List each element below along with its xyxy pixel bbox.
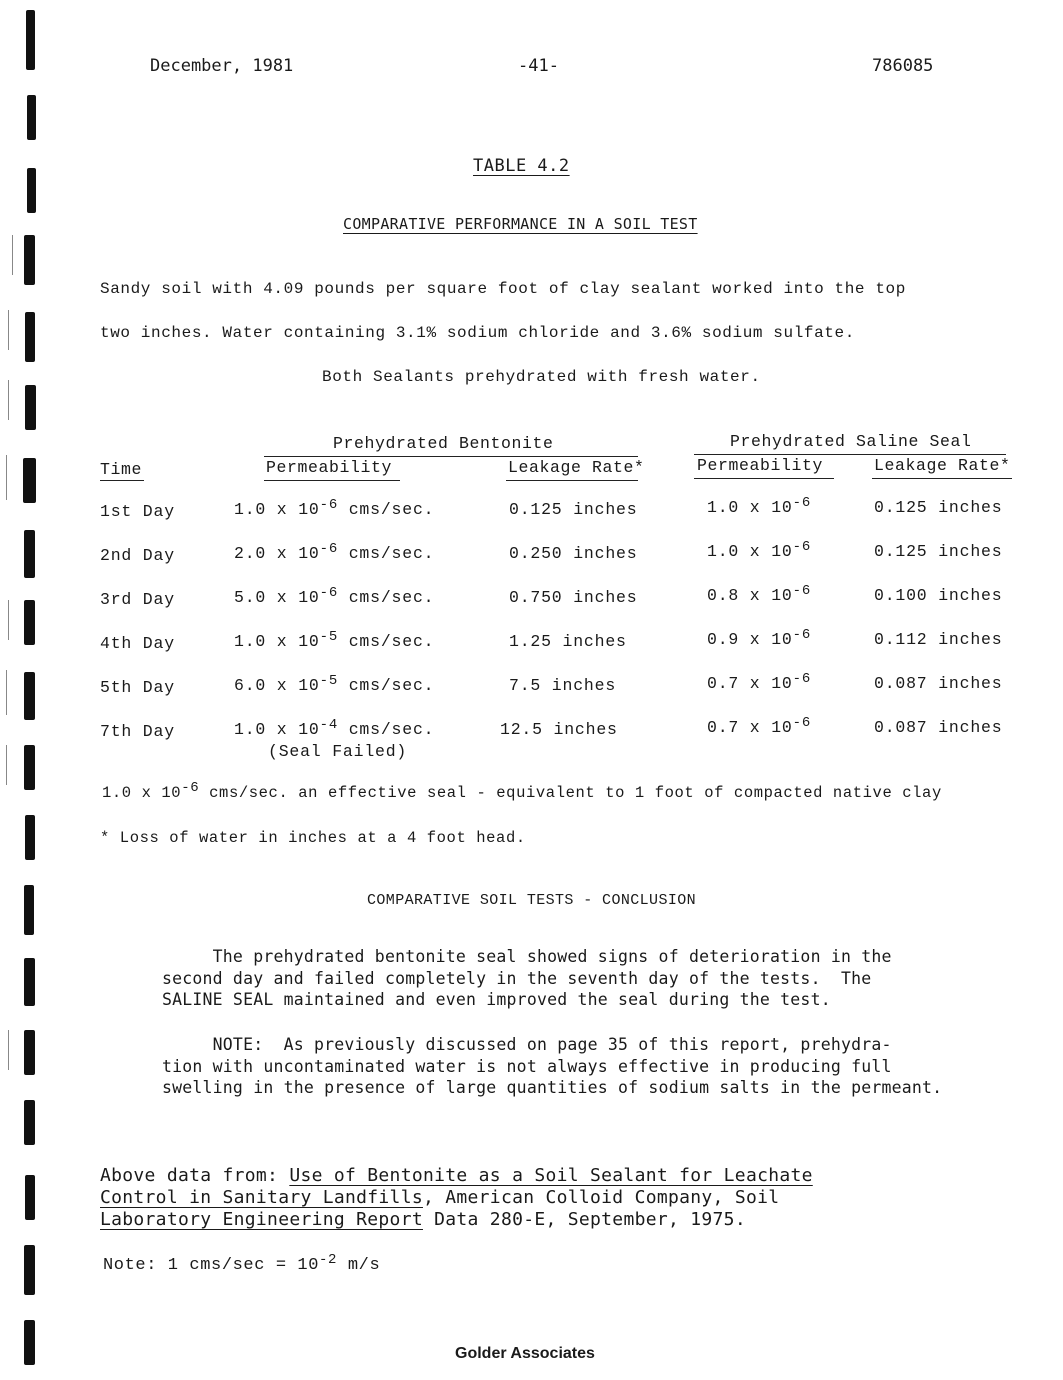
group-rule-bentonite xyxy=(264,456,638,457)
unit-note: Note: 1 $cms/\sec = 10^{-2}$ m/s xyxy=(103,1252,381,1275)
column-header-time: Time xyxy=(100,460,143,479)
cell-saline-leakage: 0.087 inches xyxy=(874,718,1003,737)
column-header-leakage-saline: Leakage Rate* xyxy=(874,456,1011,475)
column-header-permeability-bentonite: Permeability xyxy=(266,458,393,477)
effective-seal-note: 1.0 x $10^{-6}$ cms/sec. an effective seal - equivalent to 1 foot of compacted native clay xyxy=(102,780,942,802)
cell-bentonite-permeability: 1.0 x $10^{-5}$ cms/sec. xyxy=(234,629,435,651)
column-header-leakage-bentonite: Leakage Rate* xyxy=(508,458,645,477)
column-rule-permeability-bentonite xyxy=(264,480,400,481)
column-rule-leakage-saline xyxy=(872,478,1012,479)
cell-bentonite-leakage: 0.750 inches xyxy=(509,588,638,607)
note-paragraph: NOTE: As previously discussed on page 35 of this report, prehydra- tion with uncontaminated water is not always effective in producing full swelling in the presence of large quantities of sodium salts in the permeant. xyxy=(162,1035,943,1097)
cell-bentonite-leakage: 12.5 inches xyxy=(500,720,618,739)
header-doc-number: 786085 xyxy=(872,56,934,76)
cell-saline-permeability: 0.8 x $10^{-6}$ xyxy=(707,583,812,605)
cell-bentonite-permeability: 6.0 x $10^{-5}$ cms/sec. xyxy=(234,673,435,695)
cell-bentonite-permeability: 1.0 x $10^{-4}$ cms/sec. xyxy=(234,717,435,739)
table-title: TABLE 4.2 xyxy=(473,156,570,176)
header-page-number: -41- xyxy=(518,56,559,76)
cell-bentonite-leakage: 0.125 inches xyxy=(509,500,638,519)
column-rule-time xyxy=(100,480,144,481)
seal-failed-note: (Seal Failed) xyxy=(268,742,408,761)
conclusion-paragraph: The prehydrated bentonite seal showed signs of deterioration in the second day and failed completely in the seventh day of the tests. The SALINE SEAL maintained and even improved the seal during the test. xyxy=(162,947,892,1009)
group-header-saline-seal: Prehydrated Saline Seal xyxy=(730,432,972,451)
group-rule-saline-seal xyxy=(694,454,1006,455)
source-citation: Above data from: Use of Bentonite as a Soil Sealant for Leachate Control in Sanitary Landfills, American Colloid Company, Soil Laboratory Engineering Report Data 280-E, September, 1975. xyxy=(100,1165,813,1230)
cell-time: 2nd Day xyxy=(100,546,175,565)
cell-saline-permeability: 0.7 x $10^{-6}$ xyxy=(707,715,812,737)
cell-bentonite-permeability: 2.0 x $10^{-6}$ cms/sec. xyxy=(234,541,435,563)
cell-bentonite-permeability: 1.0 x $10^{-6}$ cms/sec. xyxy=(234,497,435,519)
intro-line-2: two inches. Water containing 3.1% sodium chloride and 3.6% sodium sulfate. xyxy=(100,324,855,342)
cell-saline-leakage: 0.100 inches xyxy=(874,586,1003,605)
column-rule-permeability-saline xyxy=(694,478,834,479)
cell-time: 7th Day xyxy=(100,722,175,741)
cell-saline-permeability: 0.7 x $10^{-6}$ xyxy=(707,671,812,693)
cell-time: 1st Day xyxy=(100,502,175,521)
cell-saline-permeability: 0.9 x $10^{-6}$ xyxy=(707,627,812,649)
conclusion-heading: COMPARATIVE SOIL TESTS - CONCLUSION xyxy=(367,892,697,909)
cell-saline-leakage: 0.112 inches xyxy=(874,630,1003,649)
intro-line-3: Both Sealants prehydrated with fresh water. xyxy=(322,368,761,386)
intro-line-1: Sandy soil with 4.09 pounds per square foot of clay sealant worked into the top xyxy=(100,280,906,298)
cell-time: 3rd Day xyxy=(100,590,175,609)
group-header-bentonite: Prehydrated Bentonite xyxy=(333,434,554,453)
column-rule-leakage-bentonite xyxy=(506,480,638,481)
table-subtitle: COMPARATIVE PERFORMANCE IN A SOIL TEST xyxy=(343,215,698,233)
cell-bentonite-leakage: 0.250 inches xyxy=(509,544,638,563)
cell-saline-leakage: 0.087 inches xyxy=(874,674,1003,693)
loss-of-water-note: * Loss of water in inches at a 4 foot head. xyxy=(100,829,526,847)
footer-company: Golder Associates xyxy=(455,1345,595,1362)
header-date: December, 1981 xyxy=(150,56,294,76)
cell-bentonite-permeability: 5.0 x $10^{-6}$ cms/sec. xyxy=(234,585,435,607)
cell-bentonite-leakage: 1.25 inches xyxy=(509,632,627,651)
column-header-permeability-saline: Permeability xyxy=(697,456,824,475)
cell-bentonite-leakage: 7.5 inches xyxy=(509,676,617,695)
cell-time: 4th Day xyxy=(100,634,175,653)
cell-saline-permeability: 1.0 x $10^{-6}$ xyxy=(707,495,812,517)
cell-saline-leakage: 0.125 inches xyxy=(874,542,1003,561)
cell-saline-leakage: 0.125 inches xyxy=(874,498,1003,517)
cell-saline-permeability: 1.0 x $10^{-6}$ xyxy=(707,539,812,561)
cell-time: 5th Day xyxy=(100,678,175,697)
